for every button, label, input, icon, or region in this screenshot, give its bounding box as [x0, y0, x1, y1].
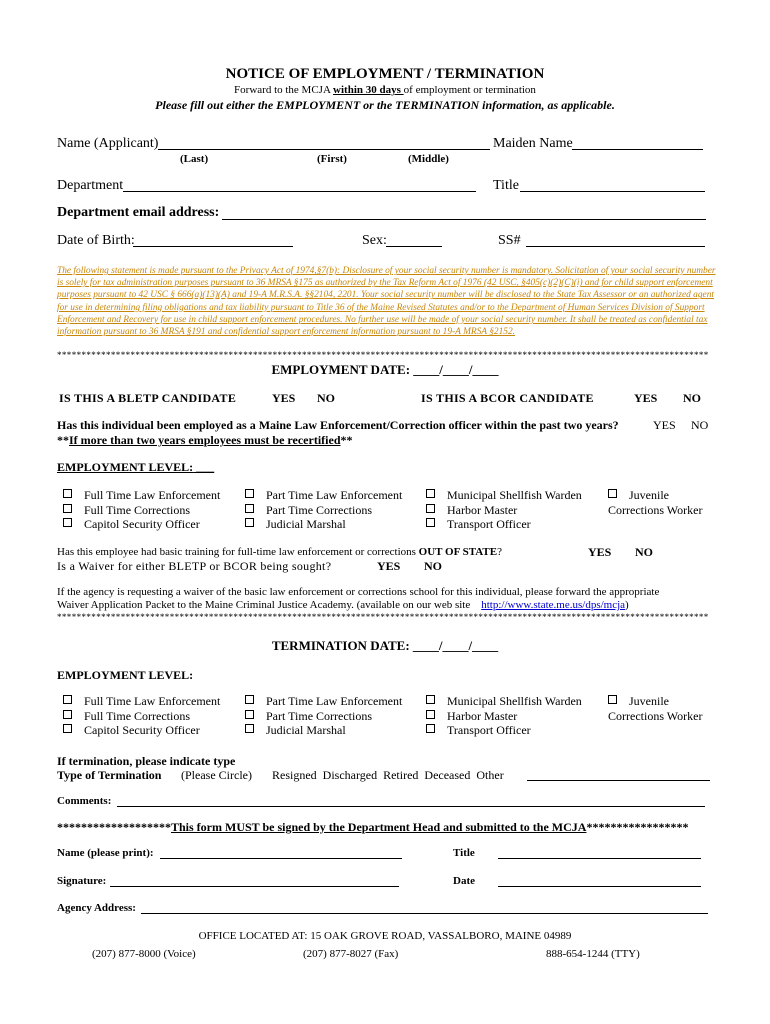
employment-level-label: EMPLOYMENT LEVEL: ___ [57, 460, 215, 474]
termination-indicate: If termination, please indicate type [57, 754, 236, 768]
title-field[interactable] [520, 191, 705, 192]
title-label: Title [493, 178, 519, 193]
mcja-website-link[interactable]: http://www.state.me.us/dps/mcja [481, 599, 626, 611]
waiver-note-2: Waiver Application Packet to the Maine Criminal Justice Academy. (available on our web site http://www.state.me.us/dps/mcja) [57, 599, 629, 611]
form-title: NOTICE OF EMPLOYMENT / TERMINATION [225, 66, 545, 82]
divider-stars: ************************************************************************************************************************************* [57, 350, 709, 360]
privacy-statement: The following statement is made pursuant to the Privacy Act of 1974,§7(b): Disclosure of your social security number is mandatory. Solicitation of your social security number is solely for tax administration purposes pursuant to 36 MRSA §175 as authorized by the Tax Reform Act of 1976 (42 USC, §405(c)(2)(C)(i) and for child support enforcement purposes pursuant to 42 USC § 666(a)(13)(A) and 19-A M.R.S.A. §§2104, 2201. Your social security number will be disclosed to the State Tax Assessor or an authorized agent for use in determining filing obligations and tax liability pursuant to Title 36 of the Maine Revised Statutes and/or to the Department of Human Services Division of Support Enforcement and Recovery for use in child support enforcement procedures. No further use will be made of your social security number. It shall be treated as confidential tax information pursuant to 36 MRSA §191 and confidential support enforcement information pursuant to 19-A MRSA §2152. [57, 266, 716, 338]
term-juvenile-line2: Corrections Worker [608, 708, 703, 723]
waiver-question: Is a Waiver for either BLETP or BCOR being sought? [57, 559, 332, 573]
emp-checkbox-marshal[interactable]: Judicial Marshal [245, 517, 402, 532]
employment-date: EMPLOYMENT DATE: ____/____/____ [271, 362, 499, 377]
training-question: Has this employee had basic training for full-time law enforcement or corrections OUT OF STATE? [57, 546, 502, 558]
emp-checkbox-shellfish[interactable]: Municipal Shellfish Warden [426, 488, 582, 503]
training-yes[interactable]: YES [588, 545, 612, 559]
bletp-yes[interactable]: YES [272, 391, 296, 405]
term-level-col1 [63, 694, 220, 738]
first-sublabel: (First) [317, 153, 347, 165]
fill-instruction: Please fill out either the EMPLOYMENT or the TERMINATION information, as applicable. [155, 98, 615, 112]
ssn-field[interactable] [526, 246, 705, 247]
bletp-no[interactable]: NO [317, 391, 335, 405]
term-checkbox-pt-le[interactable]: Part Time Law Enforcement [245, 694, 402, 709]
term-checkbox-transport[interactable]: Transport Officer [426, 723, 582, 738]
phone-fax: (207) 877-8027 (Fax) [303, 948, 399, 960]
sig-title-field[interactable] [498, 858, 701, 859]
waiver-no[interactable]: NO [424, 559, 442, 573]
emp-level-col3 [426, 488, 582, 532]
signature-field[interactable] [110, 886, 399, 887]
agency-address-field[interactable] [141, 913, 708, 914]
emp-checkbox-ft-corr[interactable]: Full Time Corrections [63, 503, 220, 518]
term-checkbox-marshal[interactable]: Judicial Marshal [245, 723, 402, 738]
agency-address-label: Agency Address: [57, 902, 136, 914]
bcor-no[interactable]: NO [683, 391, 701, 405]
emp-juvenile-line2: Corrections Worker [608, 502, 703, 517]
training-no[interactable]: NO [635, 545, 653, 559]
termination-type-label: Type of Termination [57, 768, 162, 782]
emp-checkbox-capitol[interactable]: Capitol Security Officer [63, 517, 220, 532]
le-question: Has this individual been employed as a Maine Law Enforcement/Correction officer within the past two years? [57, 418, 619, 432]
other-field[interactable] [527, 780, 710, 781]
bcor-question: IS THIS A BCOR CANDIDATE [421, 391, 594, 405]
maiden-label: Maiden Name [493, 136, 573, 151]
divider-stars-2: ************************************************************************************************************************************* [57, 612, 709, 622]
forward-instruction: Forward to the MCJA within 30 days of employment or termination [234, 84, 536, 96]
term-checkbox-juvenile[interactable]: Juvenile [608, 694, 702, 709]
dob-label: Date of Birth: [57, 233, 135, 248]
term-level-col3 [426, 694, 582, 738]
term-checkbox-ft-corr[interactable]: Full Time Corrections [63, 709, 220, 724]
term-checkbox-capitol[interactable]: Capitol Security Officer [63, 723, 220, 738]
phone-tty: 888-654-1244 (TTY) [546, 948, 640, 960]
emp-checkbox-ft-le[interactable]: Full Time Law Enforcement [63, 488, 220, 503]
name-print-field[interactable] [160, 858, 402, 859]
term-level-col2 [245, 694, 402, 738]
term-checkbox-shellfish[interactable]: Municipal Shellfish Warden [426, 694, 582, 709]
name-print-label: Name (please print): [57, 847, 154, 859]
please-circle: (Please Circle) [181, 768, 252, 782]
email-field[interactable] [222, 219, 706, 220]
termination-level-label: EMPLOYMENT LEVEL: [57, 668, 194, 682]
office-address: OFFICE LOCATED AT: 15 OAK GROVE ROAD, VASSALBORO, MAINE 04989 [198, 930, 572, 942]
ssn-label: SS# [498, 233, 521, 248]
emp-checkbox-harbor[interactable]: Harbor Master [426, 503, 582, 518]
name-field[interactable] [158, 149, 490, 150]
signature-label: Signature: [57, 875, 107, 887]
le-yes[interactable]: YES [653, 418, 676, 432]
email-label: Department email address: [57, 205, 220, 220]
sig-title-label: Title [453, 847, 475, 859]
emp-level-col1 [63, 488, 220, 532]
last-sublabel: (Last) [180, 153, 209, 165]
department-field[interactable] [123, 191, 476, 192]
date-label: Date [453, 875, 475, 887]
phone-voice: (207) 877-8000 (Voice) [92, 948, 196, 960]
emp-checkbox-pt-corr[interactable]: Part Time Corrections [245, 503, 402, 518]
waiver-note-1: If the agency is requesting a waiver of the basic law enforcement or corrections school for this individual, please forward the appropriate [57, 586, 660, 598]
emp-checkbox-juvenile[interactable]: Juvenile [608, 488, 702, 503]
emp-level-col2 [245, 488, 402, 532]
termination-date: TERMINATION DATE: ____/____/____ [271, 638, 499, 653]
term-checkbox-ft-le[interactable]: Full Time Law Enforcement [63, 694, 220, 709]
maiden-field[interactable] [572, 149, 703, 150]
middle-sublabel: (Middle) [408, 153, 449, 165]
termination-types[interactable]: Resigned Discharged Retired Deceased Other [272, 768, 504, 782]
comments-field[interactable] [117, 806, 705, 807]
emp-level-col4 [608, 488, 702, 517]
dob-field[interactable] [133, 246, 293, 247]
emp-checkbox-transport[interactable]: Transport Officer [426, 517, 582, 532]
recertify-note: **If more than two years employees must be recertified** [57, 433, 353, 447]
term-checkbox-harbor[interactable]: Harbor Master [426, 709, 582, 724]
name-label: Name (Applicant) [57, 136, 159, 151]
sex-field[interactable] [386, 246, 442, 247]
waiver-yes[interactable]: YES [377, 559, 401, 573]
term-checkbox-pt-corr[interactable]: Part Time Corrections [245, 709, 402, 724]
sex-label: Sex: [362, 233, 387, 248]
le-no[interactable]: NO [691, 418, 709, 432]
emp-checkbox-pt-le[interactable]: Part Time Law Enforcement [245, 488, 402, 503]
department-label: Department [57, 178, 124, 193]
date-field[interactable] [498, 886, 701, 887]
bcor-yes[interactable]: YES [634, 391, 658, 405]
signature-banner: *******************This form MUST be signed by the Department Head and submitted to the MCJA***************** [57, 820, 689, 834]
comments-label: Comments: [57, 795, 112, 807]
term-level-col4 [608, 694, 702, 723]
bletp-question: IS THIS A BLETP CANDIDATE [59, 391, 237, 405]
